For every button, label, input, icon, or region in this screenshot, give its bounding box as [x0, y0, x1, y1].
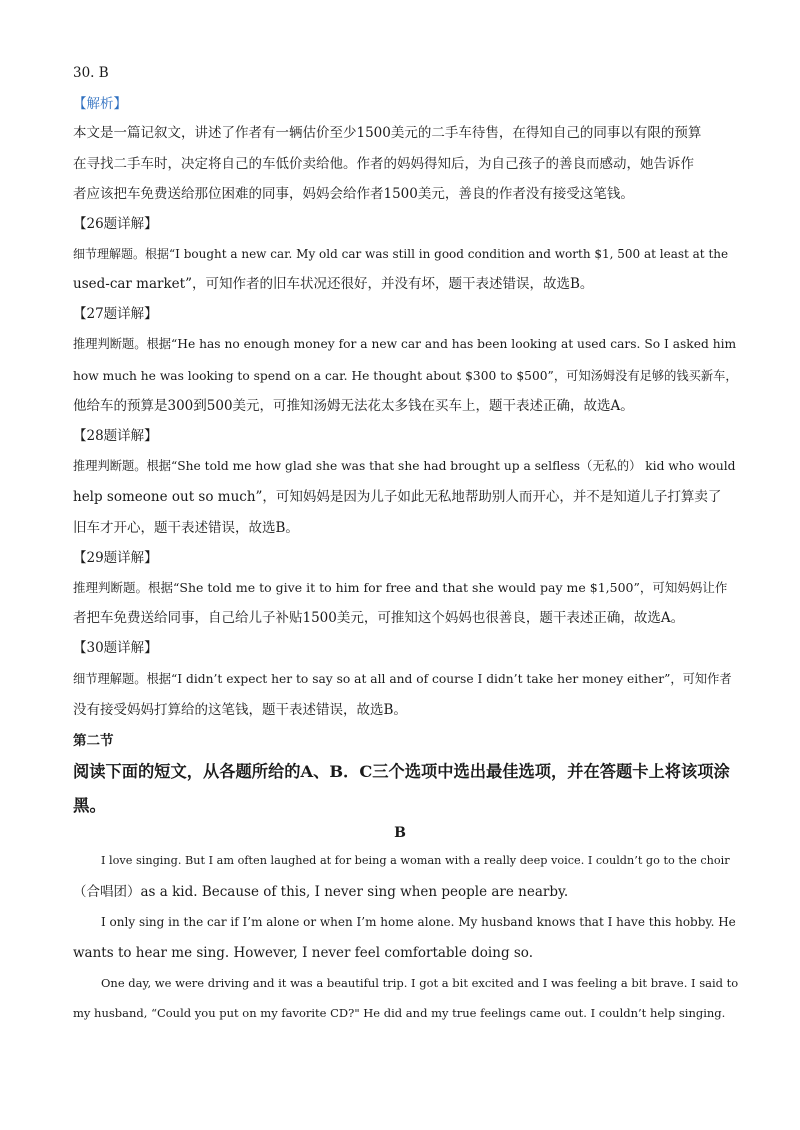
text-line: 推理判断题。根据“He has no enough money for a new car and has been looking at used cars. So I asked him	[73, 337, 737, 351]
text-line: 推理判断题。根据“She told me to give it to him for free and that she would pay me $1,500”，可知妈妈让作	[73, 580, 728, 595]
text-line: I only sing in the car if I’m alone or when I’m home alone. My husband knows that I have this hobby. He	[101, 915, 736, 929]
text-line: 【27题详解】	[73, 306, 158, 322]
text-line: help someone out so much”，可知妈妈是因为儿子如此无私地帮助别人而开心，并不是知道儿子打算卖了	[73, 489, 722, 505]
text-line: 第二节	[73, 733, 114, 749]
text-line: 【26题详解】	[73, 216, 158, 232]
text-line: 【解析】	[73, 96, 127, 112]
text-line: 细节理解题。根据“I didn’t expect her to say so at all and of course I didn’t take her money either”，可知作者	[73, 672, 732, 686]
text-line: 30. B	[73, 65, 109, 81]
text-line: 黑。	[73, 796, 106, 815]
text-line: 【30题详解】	[73, 640, 158, 656]
text-line: 【29题详解】	[73, 550, 158, 566]
text-line: my husband, “Could you put on my favorite CD?" He did and my true feelings came out. I couldn’t help singing.	[73, 1006, 726, 1020]
text-line: wants to hear me sing. However, I never feel comfortable doing so.	[73, 945, 533, 961]
text-line: （合唱团）as a kid. Because of this, I never sing when people are nearby.	[73, 884, 569, 900]
text-line: 他给车的预算是300到500美元，可推知汤姆无法花太多钱在买车上，题干表述正确，故选A。	[73, 398, 634, 414]
text-line: 阅读下面的短文，从各题所给的A、B．C三个选项中选出最佳选项，并在答题卡上将该项涂	[73, 762, 730, 781]
text-line: 者应该把车免费送给那位困难的同事，妈妈会给作者1500美元，善良的作者没有接受这笔钱。	[73, 186, 634, 202]
text-line: 细节理解题。根据“I bought a new car. My old car was still in good condition and worth $1, 500 at least at the	[73, 247, 729, 261]
text-line: 推理判断题。根据“She told me how glad she was that she had brought up a selfless（无私的） kid who would	[73, 459, 736, 473]
text-line: One day, we were driving and it was a beautiful trip. I got a bit excited and I was feeling a bit brave. I said to	[101, 976, 739, 990]
text-line: 者把车免费送给同事，自己给儿子补贴1500美元，可推知这个妈妈也很善良，题干表述正确，故选A。	[73, 610, 685, 626]
text-line: 【28题详解】	[73, 428, 158, 444]
text-line: I love singing. But I am often laughed at for being a woman with a really deep voice. I couldn’t go to the choir	[101, 854, 730, 867]
text-line: 旧车才开心，题干表述错误，故选B。	[73, 520, 299, 536]
text-line: 没有接受妈妈打算给的这笔钱，题干表述错误，故选B。	[73, 702, 407, 718]
text-line: 本文是一篇记叙文，讲述了作者有一辆估价至少1500美元的二手车待售，在得知自己的同事以有限的预算	[73, 125, 702, 141]
text-line: how much he was looking to spend on a car. He thought about $300 to $500”，可知汤姆没有足够的钱买新车，	[73, 369, 738, 383]
text-line: used-car market”，可知作者的旧车状况还很好，并没有坏，题干表述错误，故选B。	[73, 276, 594, 292]
text-line: B	[394, 825, 406, 841]
text-line: 在寻找二手车时，决定将自己的车低价卖给他。作者的妈妈得知后，为自己孩子的善良而感动，她告诉作	[73, 156, 694, 172]
